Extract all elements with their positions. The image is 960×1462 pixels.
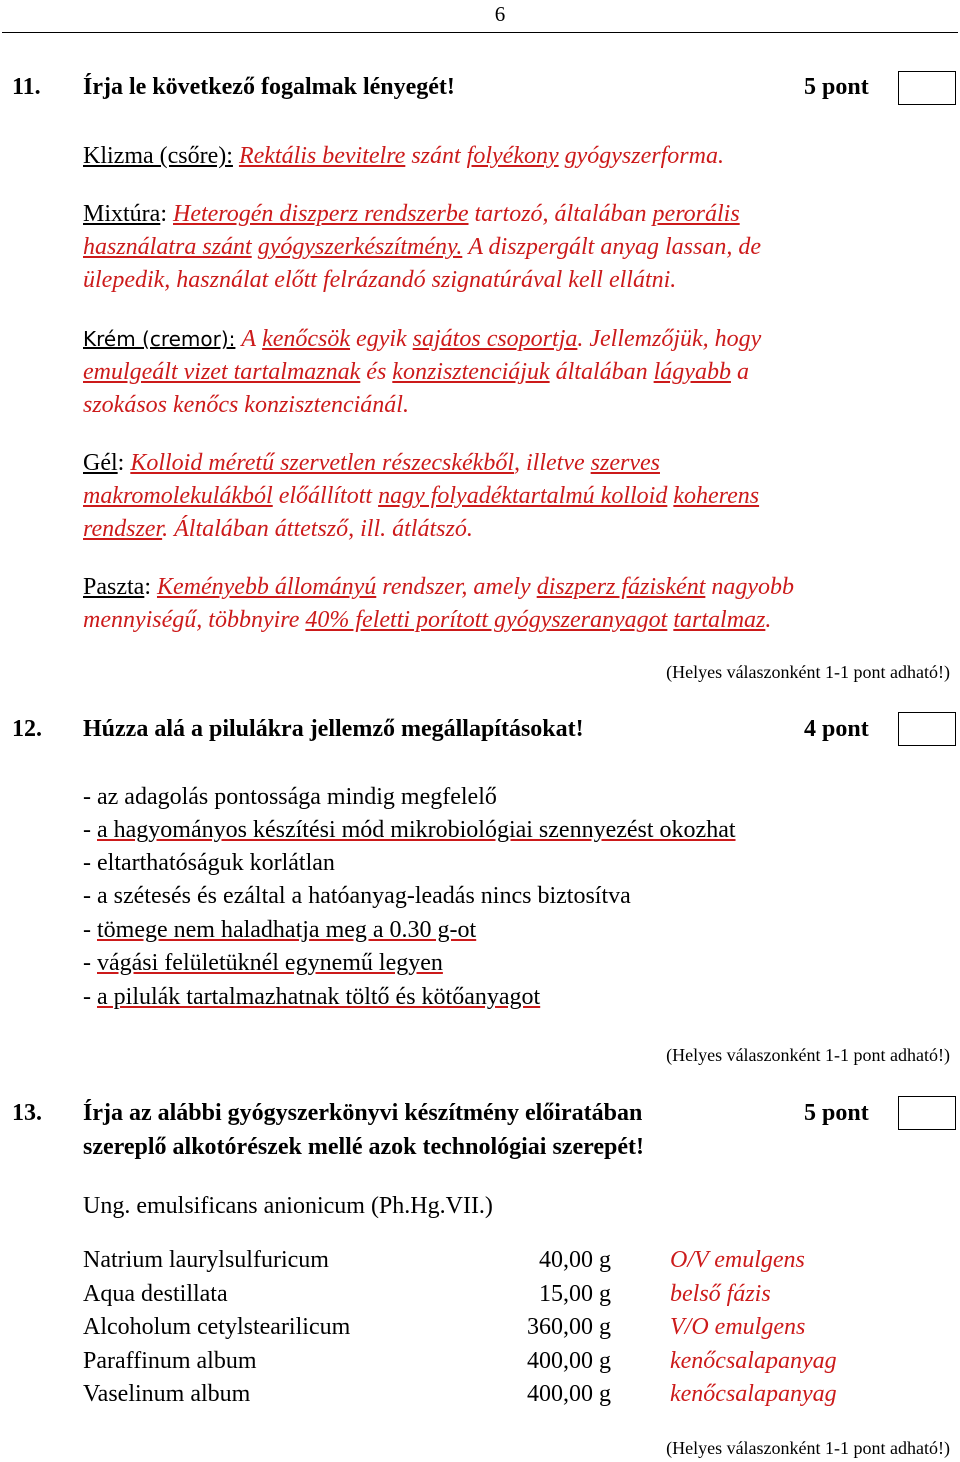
q11-krem-line-3 xyxy=(83,389,409,422)
gel-answer-1a: Kolloid méretű szervetlen részecskékből xyxy=(130,450,514,476)
klizma-answer-2: szánt xyxy=(411,143,461,169)
list-dash: - xyxy=(83,817,97,843)
krem-answer-2c: konzisztenciájuk xyxy=(392,359,550,385)
paszta-answer-1d: nagyobb xyxy=(711,574,795,600)
paszta-answer-2a: mennyiségű, többnyire xyxy=(83,607,300,633)
q11-gel-line-3 xyxy=(83,513,473,546)
q12-title: Húzza alá a pilulákra jellemző megállapításokat! xyxy=(83,716,584,742)
q11-number: 11. xyxy=(12,74,41,100)
list-item-text: tömege nem haladhatja meg a 0.30 g-ot xyxy=(97,917,477,943)
paszta-answer-1b: rendszer, amely xyxy=(382,574,531,600)
gel-answer-3b: . Általában áttetsző, ill. átlátszó. xyxy=(162,516,473,542)
ingredient-name: Alcoholum cetylstearilicum xyxy=(83,1314,351,1340)
q11-paszta-line-1 xyxy=(83,571,794,604)
paszta-term: Paszta xyxy=(83,574,145,600)
header-divider xyxy=(2,32,958,33)
q11-gel-line-2 xyxy=(83,480,759,513)
krem-answer-1c: egyik xyxy=(356,326,407,352)
mixtura-answer-2c: A diszpergált anyag lassan, de xyxy=(468,234,761,260)
mixtura-answer-1a: Heterogén diszperz rendszerbe xyxy=(173,201,469,227)
list-dash: - xyxy=(83,950,97,976)
gel-answer-2c: nagy folyadéktartalmú kolloid xyxy=(378,483,668,509)
q12-list-item xyxy=(83,850,335,877)
q12-list-item xyxy=(83,784,497,811)
paszta-answer-2c: tartalmaz xyxy=(673,607,766,633)
q13-score-box[interactable] xyxy=(898,1096,956,1130)
mixtura-answer-1b: tartozó, általában xyxy=(474,201,647,227)
ingredient-name: Natrium laurylsulfuricum xyxy=(83,1247,329,1273)
krem-answer-2d: általában xyxy=(555,359,648,385)
mixtura-term: Mixtúra xyxy=(83,201,161,227)
q12-number: 12. xyxy=(12,716,42,742)
ingredient-amount: 360,00 g xyxy=(527,1314,611,1340)
list-dash: - xyxy=(83,883,97,909)
q11-krem-line-1 xyxy=(83,323,761,356)
krem-answer-3: szokásos kenőcs konzisztenciánál. xyxy=(83,392,409,418)
gel-colon: : xyxy=(117,450,125,476)
gel-answer-1c: szerves xyxy=(590,450,660,476)
paszta-answer-2d: . xyxy=(765,607,772,633)
krem-answer-2a: emulgeált vizet tartalmaznak xyxy=(83,359,361,385)
ingredient-name: Aqua destillata xyxy=(83,1281,228,1307)
mixtura-answer-2a: használatra szánt xyxy=(83,234,252,260)
mixtura-answer-2b: gyógyszerkészítmény. xyxy=(257,234,463,260)
list-item-text: a hagyományos készítési mód mikrobiológiai szennyezést okozhat xyxy=(97,817,736,843)
mixtura-answer-3: ülepedik, használat előtt felrázandó szignatúrával kell ellátni. xyxy=(83,267,677,293)
q12-scoring-note: (Helyes válaszonként 1-1 pont adható!) xyxy=(666,1045,950,1065)
q11-mixtura-line-3 xyxy=(83,264,676,297)
list-dash: - xyxy=(83,850,97,876)
q11-title: Írja le következő fogalmak lényegét! xyxy=(83,74,455,100)
ingredient-name: Paraffinum album xyxy=(83,1348,257,1374)
gel-answer-2a: makromolekulákból xyxy=(83,483,273,509)
krem-answer-1a: A xyxy=(241,326,257,352)
krem-term: Krém (cremor): xyxy=(83,327,236,351)
gel-answer-1b: , illetve xyxy=(514,450,585,476)
q11-gel-line-1 xyxy=(83,447,660,480)
list-item-text: a pilulák tartalmazhatnak töltő és kötőanyagot xyxy=(97,984,541,1010)
paszta-answer-2b: 40% feletti porított gyógyszeranyagot xyxy=(305,607,668,633)
paszta-answer-1a: Keményebb állományú xyxy=(156,574,377,600)
q12-list-item xyxy=(83,984,540,1011)
paszta-answer-1c: diszperz fázisként xyxy=(536,574,706,600)
mixtura-answer-1c: perorális xyxy=(652,201,740,227)
q11-paszta-line-2 xyxy=(83,604,771,637)
gel-answer-3a: rendszer xyxy=(83,516,163,542)
ingredient-role: V/O emulgens xyxy=(670,1314,806,1340)
q11-krem-line-2 xyxy=(83,356,749,389)
paszta-colon: : xyxy=(144,574,151,600)
ingredient-amount: 15,00 g xyxy=(539,1281,611,1307)
krem-answer-2b: és xyxy=(366,359,387,385)
page-number: 6 xyxy=(494,2,506,26)
list-item-text: vágási felületüknél egynemű legyen xyxy=(97,950,443,976)
q11-score-box[interactable] xyxy=(898,71,956,105)
list-dash: - xyxy=(83,784,97,810)
q13-points: 5 pont xyxy=(804,1100,869,1126)
q11-mixtura-line-2 xyxy=(83,231,761,264)
list-item-text: az adagolás pontossága mindig megfelelő xyxy=(97,784,497,810)
ingredient-amount: 400,00 g xyxy=(527,1348,611,1374)
krem-answer-1e: . Jellemzőjük, hogy xyxy=(577,326,762,352)
q11-points: 5 pont xyxy=(804,74,869,100)
list-item-text: a szétesés és ezáltal a hatóanyag-leadás nincs biztosítva xyxy=(97,883,631,909)
q12-list-item xyxy=(83,817,736,844)
q12-list-item xyxy=(83,950,443,977)
ingredient-role: belső fázis xyxy=(670,1281,771,1307)
q12-list-item xyxy=(83,917,476,944)
ingredient-role: O/V emulgens xyxy=(670,1247,805,1273)
list-item-text: eltarthatóságuk korlátlan xyxy=(97,850,335,876)
ingredient-amount: 40,00 g xyxy=(539,1247,611,1273)
klizma-answer-1: Rektális bevitelre xyxy=(238,143,406,169)
ingredient-amount: 400,00 g xyxy=(527,1381,611,1407)
ingredient-name: Vaselinum album xyxy=(83,1381,251,1407)
q12-list-item xyxy=(83,883,631,910)
ingredient-role: kenőcsalapanyag xyxy=(670,1348,837,1374)
q11-klizma-line xyxy=(83,140,724,173)
gel-answer-2b: előállított xyxy=(278,483,373,509)
q11-scoring-note: (Helyes válaszonként 1-1 pont adható!) xyxy=(666,662,950,682)
gel-answer-2d: koherens xyxy=(673,483,760,509)
q12-points: 4 pont xyxy=(804,716,869,742)
q12-score-box[interactable] xyxy=(898,712,956,746)
klizma-answer-3: folyékony xyxy=(466,143,559,169)
q13-title-line-1: Írja az alábbi gyógyszerkönyvi készítmény előiratában xyxy=(83,1100,643,1126)
mixtura-colon: : xyxy=(160,201,167,227)
krem-answer-2f: a xyxy=(736,359,749,385)
q13-number: 13. xyxy=(12,1100,42,1126)
q11-mixtura-line-1 xyxy=(83,198,740,231)
q13-preparation: Ung. emulsificans anionicum (Ph.Hg.VII.) xyxy=(83,1193,493,1219)
krem-answer-1d: sajátos csoportja xyxy=(412,326,578,352)
gel-term: Gél xyxy=(83,450,118,476)
list-dash: - xyxy=(83,984,97,1010)
klizma-term: Klizma (csőre): xyxy=(83,143,233,169)
q13-scoring-note: (Helyes válaszonként 1-1 pont adható!) xyxy=(666,1438,950,1458)
list-dash: - xyxy=(83,917,97,943)
krem-answer-2e: lágyabb xyxy=(653,359,731,385)
klizma-answer-4: gyógyszerforma. xyxy=(564,143,724,169)
krem-answer-1b: kenőcsök xyxy=(262,326,351,352)
q13-title-line-2: szereplő alkotórészek mellé azok technológiai szerepét! xyxy=(83,1134,644,1160)
ingredient-role: kenőcsalapanyag xyxy=(670,1381,837,1407)
